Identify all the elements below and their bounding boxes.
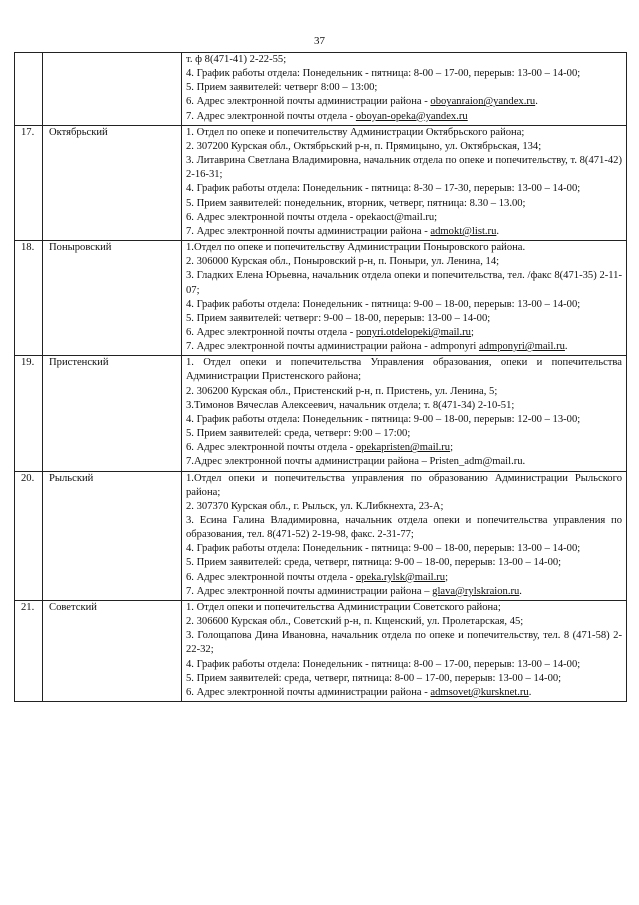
row-number: 21. [15,600,43,701]
info-line [186,427,622,441]
info-text: 1. Отдел по опеке и попечительству Администрации Октябрьского района; [186,126,525,138]
district-info [182,356,627,471]
info-text: 7. Адрес электронной почты администрации района - admponyri [186,341,479,353]
info-line [186,585,622,599]
info-text: 7. Адрес электронной почты администрации района - [186,225,431,237]
info-line [186,312,622,326]
info-line [186,615,622,629]
info-line [186,472,622,500]
district-info [182,241,627,356]
info-text: 5. Прием заявителей: понедельник, вторник, четверг, пятница: 8.30 – 13.00; [186,197,526,209]
info-line [186,225,622,239]
info-text: 2. 307370 Курская обл., г. Рыльск, ул. К.Либкнехта, 23-А; [186,500,444,512]
info-text: 6. Адрес электронной почты отдела - [186,442,356,454]
info-line [186,686,622,700]
row-number: 19. [15,356,43,471]
district-info [182,471,627,600]
info-text: 2. 306600 Курская обл., Советский р-н, п. Кщенский, ул. Пролетарская, 45; [186,616,524,628]
info-text-suffix: ; [470,326,474,338]
info-line [186,514,622,542]
info-line [186,385,622,399]
info-line [186,340,622,354]
email-link[interactable]: opeka.rylsk@mail.ru [355,571,446,583]
info-text: 2. 306200 Курская обл., Пристенский р-н, п. Пристень, ул. Ленина, 5; [186,385,498,397]
table-row [15,241,627,356]
email-link[interactable]: ponyri.otdelopeki@mail.ru [355,326,471,338]
info-text: 7. Адрес электронной почты отдела - [186,110,356,122]
row-number: 20. [15,471,43,600]
info-line [186,126,622,140]
info-line [186,556,622,570]
table-row [15,356,627,471]
info-line [186,326,622,340]
email-link[interactable]: glava@rylskraion.ru [432,585,520,597]
district-name: Поныровский [43,241,182,356]
info-line [186,211,622,225]
info-text: 2. 306000 Курская обл., Поныровский р-н, п. Поныри, ул. Ленина, 14; [186,256,500,268]
row-number: 18. [15,241,43,356]
table-row [15,53,627,126]
row-number: 17. [15,125,43,240]
info-line [186,629,622,657]
info-line [186,413,622,427]
row-number [15,53,43,126]
info-text: 5. Прием заявителей: среда, четверг, пятница: 9-00 – 18-00, перерыв: 13-00 – 14-00; [186,557,562,569]
info-text: 2. 307200 Курская обл., Октябрьский р-н, п. Прямицыно, ул. Октябрьская, 134; [186,140,542,152]
info-line [186,601,622,615]
info-text: 3. Голощапова Дина Ивановна, начальник отдела по опеке и попечительству, тел. 8 (471-58) 2-22-32; [186,630,622,656]
table-row [15,600,627,701]
districts-table [14,52,627,702]
district-name: Советский [43,600,182,701]
info-text-suffix: ; [450,442,454,454]
info-line [186,269,622,297]
info-line [186,53,622,67]
info-text: 4. График работы отдела: Понедельник - пятница: 8-00 – 17-00, перерыв: 13-00 – 14-00; [186,68,581,80]
info-text-suffix: . [564,341,568,353]
info-text-suffix: . [528,686,532,698]
info-line [186,500,622,514]
email-link[interactable]: admsovet@kursknet.ru [430,686,529,698]
info-line [186,441,622,455]
info-line [186,672,622,686]
table-row [15,125,627,240]
info-text: 6. Адрес электронной почты администрации района - [186,96,431,108]
table-row [15,471,627,600]
info-text: 4. График работы отдела: Понедельник - пятница: 9-00 – 18-00, перерыв: 13-00 – 14-00; [186,543,581,555]
info-line [186,154,622,182]
info-text: 5. Прием заявителей: четверг 8:00 – 13:00; [186,82,378,94]
info-text: 5. Прием заявителей: четверг: 9-00 – 18-00, перерыв: 13-00 – 14-00; [186,312,491,324]
info-line [186,241,622,255]
info-text: 5. Прием заявителей: среда, четверг: 9:00 – 17:00; [186,428,411,440]
info-text: 3. Есина Галина Владимировна, начальник отдела опеки и попечительства управления по образования, тел. 8(471-52) 2-19-98, факс. 2-31-77; [186,515,622,541]
info-line [186,399,622,413]
page-number: 37 [314,35,325,47]
info-text: 1.Отдел опеки и попечительства управления по образованию Администрации Рыльского района; [186,472,622,498]
info-text: 5. Прием заявителей: среда, четверг, пятница: 8-00 – 17-00, перерыв: 13-00 – 14-00; [186,672,562,684]
info-line [186,255,622,269]
info-line [186,110,622,124]
info-text-suffix: . [519,585,522,597]
info-text: 6. Адрес электронной почты администрации района - [186,686,431,698]
district-name: Пристенский [43,356,182,471]
info-text: 4. График работы отдела: Понедельник - пятница: 8-00 – 17-00, перерыв: 13-00 – 14-00; [186,658,581,670]
info-text: 1. Отдел опеки и попечительства Администрации Советского района; [186,601,501,613]
info-line [186,542,622,556]
info-text-suffix: . [496,225,500,237]
info-line [186,658,622,672]
info-line [186,81,622,95]
info-line [186,197,622,211]
district-name [43,53,182,126]
info-text: 4. График работы отдела: Понедельник - пятница: 9-00 – 18-00, перерыв: 13-00 – 14-00; [186,298,581,310]
info-text: 6. Адрес электронной почты отдела - [186,571,356,583]
info-text-suffix: ; [445,571,449,583]
email-link[interactable]: oboyan-opeka@yandex.ru [355,110,468,122]
info-text: 1.Отдел по опеке и попечительству Администрации Поныровского района. [186,242,526,254]
info-line [186,356,622,384]
email-link[interactable]: oboyanraion@yandex.ru [430,96,536,108]
info-line [186,67,622,81]
info-line [186,298,622,312]
district-name: Рыльский [43,471,182,600]
district-info [182,600,627,701]
info-line [186,140,622,154]
info-text: 3.Тимонов Вячеслав Алексеевич, начальник отдела; т. 8(471-34) 2-10-51; [186,399,515,411]
info-text: 4. График работы отдела: Понедельник - пятница: 8-30 – 17-30, перерыв: 13-00 – 14-00; [186,183,581,195]
email-link[interactable]: admponyri@mail.ru [478,341,565,353]
info-text: 4. График работы отдела: Понедельник - пятница: 9-00 – 18-00, перерыв: 12-00 – 13-00; [186,413,581,425]
info-text: 3. Гладких Елена Юрьевна, начальник отдела опеки и попечительства, тел. /факс 8(471-35) 2-11-07; [186,270,622,296]
info-text: 6. Адрес электронной почты отдела - [186,326,356,338]
email-link[interactable]: admokt@list.ru [430,225,497,237]
info-line [186,455,622,469]
info-line [186,182,622,196]
info-text-suffix: . [535,96,538,108]
info-text: 7.Адрес электронной почты администрации района – Pristen_adm@mail.ru. [186,456,526,468]
info-text: 7. Адрес электронной почты администрации района – [186,585,433,597]
info-text: 3. Литаврина Светлана Владимировна, начальник отдела по опеке и попечительству, т. 8(471-42) 2-16-31; [186,155,622,181]
info-line [186,571,622,585]
info-line [186,95,622,109]
info-text: 6. Адрес электронной почты отдела - opekaoct@mail.ru; [186,211,438,223]
info-text: т. ф 8(471-41) 2-22-55; [186,54,287,65]
district-name: Октябрьский [43,125,182,240]
email-link[interactable]: opekapristen@mail.ru [355,442,451,454]
district-info [182,53,627,126]
info-text: 1. Отдел опеки и попечительства Управления образования, опеки и попечительства Администрации Пристенского района; [186,357,622,383]
district-info [182,125,627,240]
